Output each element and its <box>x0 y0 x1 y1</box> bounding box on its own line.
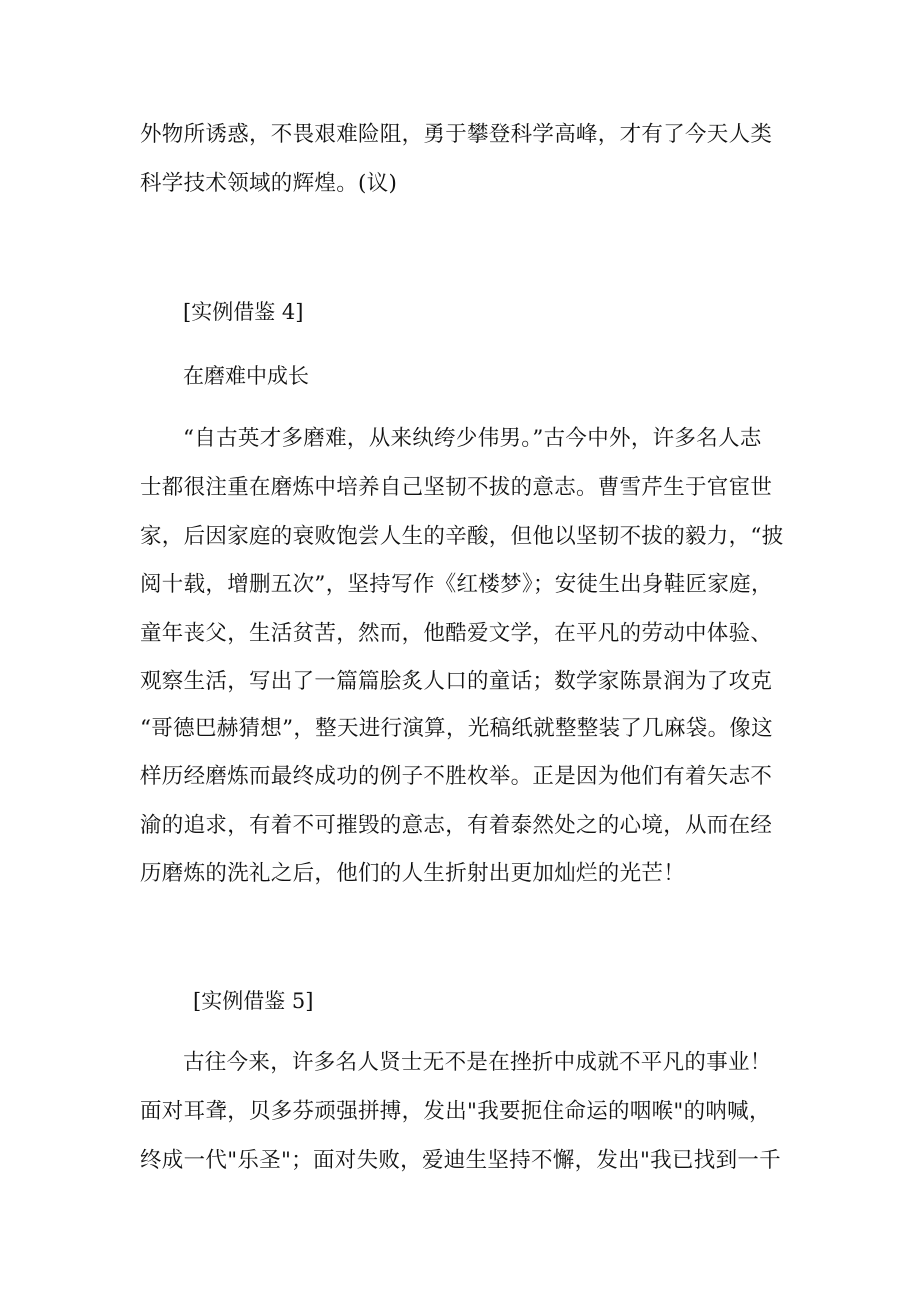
paragraph-line: 家，后因家庭的衰败饱尝人生的辛酸，但他以坚韧不拔的毅力，“披 <box>140 524 784 549</box>
example-4-title: 在磨难中成长 <box>183 364 309 388</box>
paragraph-line: 观察生活，写出了一篇篇脍炙人口的童话；数学家陈景润为了攻克 <box>140 669 773 694</box>
paragraph-line: 童年丧父，生活贫苦，然而，他酷爱文学，在平凡的劳动中体验、 <box>140 621 773 646</box>
paragraph-line: 古往今来，许多名人贤士无不是在挫折中成就不平凡的事业！ <box>183 1050 772 1075</box>
paragraph-line: 历磨炼的洗礼之后，他们的人生折射出更加灿烂的光芒！ <box>140 861 686 886</box>
paragraph-line: 渝的追求，有着不可摧毁的意志，有着泰然处之的心境，从而在经 <box>140 813 773 838</box>
example-4-label: [实例借鉴 4] <box>183 300 304 324</box>
paragraph-line: 科学技术领域的辉煌。(议) <box>140 171 398 196</box>
example-5-label: [实例借鉴 5] <box>193 989 314 1013</box>
paragraph-line: “哥德巴赫猜想”，整天进行演算，光稿纸就整整装了几麻袋。像这 <box>140 716 773 741</box>
paragraph-line: 士都很注重在磨炼中培养自己坚韧不拔的意志。曹雪芹生于官宦世 <box>140 475 773 500</box>
paragraph-line: 外物所诱惑，不畏艰难险阻，勇于攀登科学高峰，才有了今天人类 <box>140 122 773 147</box>
paragraph-line: 阅十载，增删五次”，坚持写作《红楼梦》；安徒生出身鞋匠家庭， <box>140 572 773 597</box>
paragraph-line: 终成一代"乐圣"；面对失败，爱迪生坚持不懈，发出"我已找到一千 <box>140 1148 781 1173</box>
paragraph-line: 面对耳聋，贝多芬顽强拼搏，发出"我要扼住命运的咽喉"的呐喊， <box>140 1099 771 1124</box>
paragraph-line: “自古英才多磨难，从来纨绔少伟男。”古今中外，许多名人志 <box>183 426 762 451</box>
paragraph-line: 样历经磨炼而最终成功的例子不胜枚举。正是因为他们有着矢志不 <box>140 764 773 789</box>
